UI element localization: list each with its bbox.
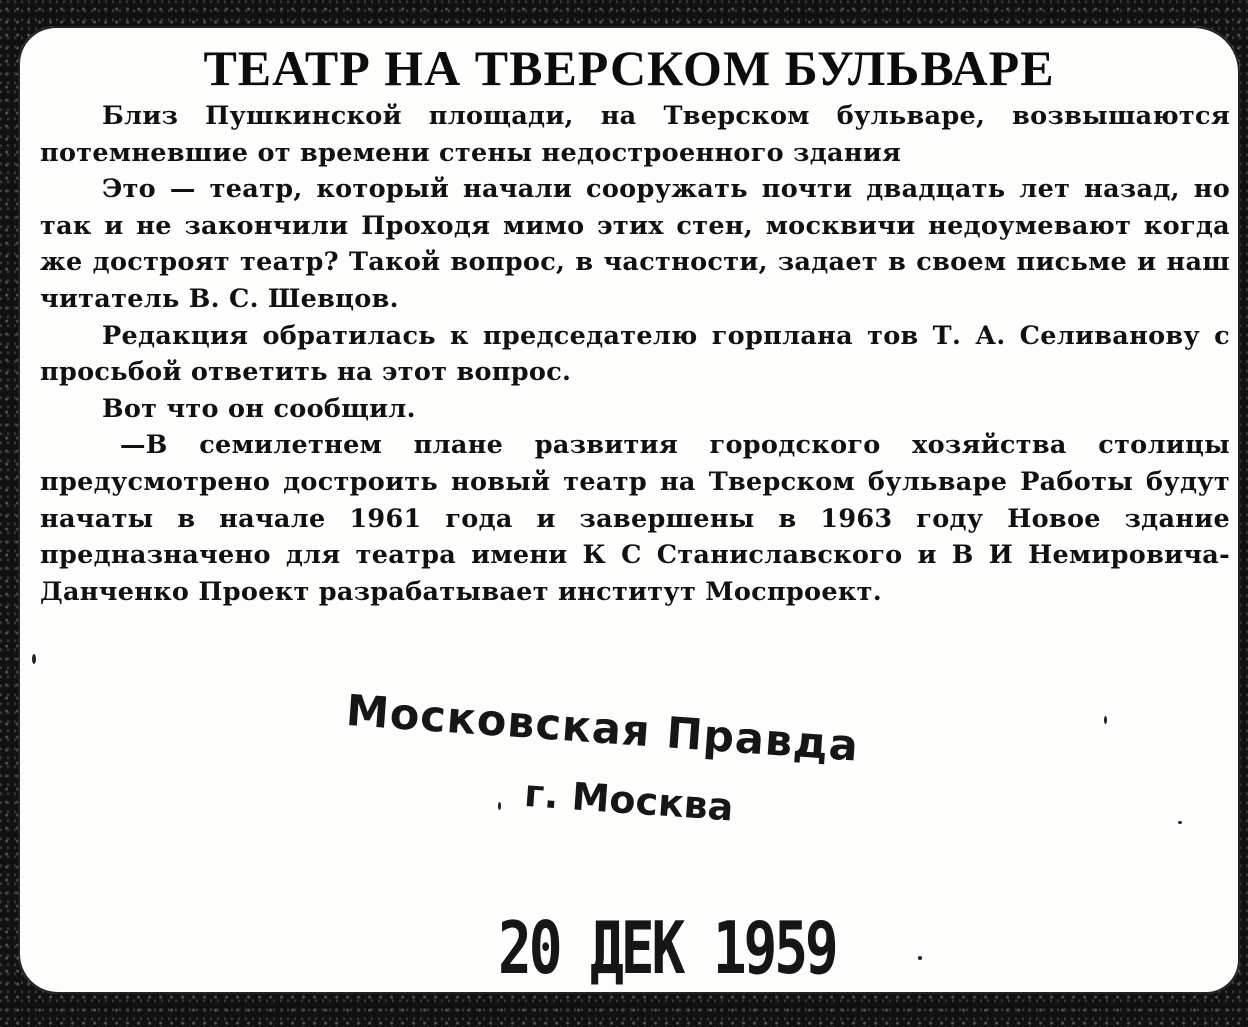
article-paragraph-editorial: Редакция обратилась к председателю горплана тов Т. А. Селиванову с просьбой ответить на этот вопрос. (40, 320, 1230, 388)
ink-speck (32, 654, 36, 664)
article-paragraph-intro: Близ Пушкинской площади, на Тверском бульваре, возвышаются потемневшие от времени стены недостроенного здания (40, 101, 1230, 168)
article-paragraph-question: Это — театр, который начали сооружать почти двадцать лет назад, но так и не закончили Проходя мимо этих стен, москвичи недоумевают когда же достроят театр? Такой вопрос, в частности, задает в своем письме и наш читатель В. С. Шевцов. (40, 174, 1230, 314)
ink-speck (498, 802, 501, 810)
ink-speck (1104, 716, 1107, 724)
article-paragraph-answer: —В семилетнем плане развития городского хозяйства столицы предусмотрено достроить новый театр на Тверском бульваре Работы будут начаты в начале 1961 года и завершены в 1963 году Новое здание предназначено для театра имени К С Станиславского и В И Немировича-Данченко Проект разрабатывает институт Моспроект. (40, 430, 1230, 607)
ink-speck (918, 956, 922, 960)
article-paragraph-lead-in: Вот что он сообщил. (102, 393, 416, 424)
stamp-date: 20 ДЕК 1959 (498, 906, 836, 990)
stamp-city: г. Москва (522, 771, 735, 830)
stamp-newspaper-name: Московская Правда (344, 686, 861, 772)
article-body (40, 98, 1230, 610)
article-headline: ТЕАТР НА ТВЕРСКОМ БУЛЬВАРЕ (203, 40, 1055, 96)
newspaper-clipping (18, 26, 1240, 994)
ink-speck (1178, 821, 1182, 824)
